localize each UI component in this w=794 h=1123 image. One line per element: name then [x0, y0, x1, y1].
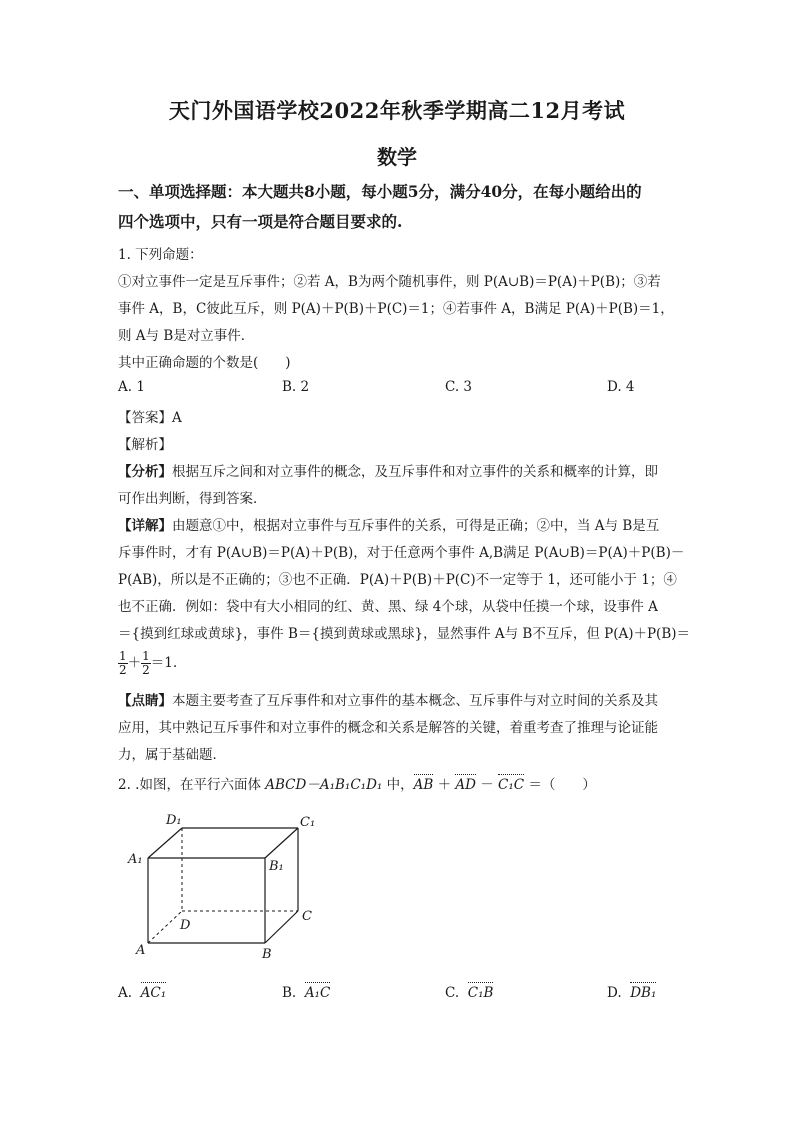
parallelepiped-figure	[120, 808, 330, 963]
q2-option-c: C. C₁B	[445, 985, 494, 1001]
q1-line2: 事件 A，B，C彼此互斥，则 P(A)＋P(B)＋P(C)＝1；④若事件 A，B满足 P(A)＋P(B)＝1，	[118, 301, 674, 317]
q1-xiangjie-line1: 【详解】由题意①中，根据对立事件与互斥事件的关系，可得是正确；②中，当 A与 B是互	[118, 518, 660, 534]
q1-ask: 其中正确命题的个数是( )	[118, 355, 291, 371]
exam-title: 天门外国语学校2022年秋季学期高二12月考试	[168, 98, 626, 123]
q1-option-b: B. 2	[282, 379, 310, 395]
q1-answer: 【答案】A	[118, 410, 182, 426]
q1-fenxi-line2: 可作出判断，得到答案．	[118, 491, 267, 507]
q1-dianjing-line2: 应用，其中熟记互斥事件和对立事件的概念和关系是解答的关键，着重考查了推理与论证能	[118, 720, 658, 736]
q1-line1: ①对立事件一定是互斥事件；②若 A，B为两个随机事件，则 P(A∪B)＝P(A)＋P(B)；③若	[118, 274, 661, 290]
vector-c1c: C₁C	[498, 777, 525, 793]
q1-xiangjie-line3: P(AB)，所以是不正确的；③也不正确．P(A)＋P(B)＋P(C)不一定等于 1，还可能小于 1；④	[118, 572, 677, 588]
q1-xiangjie-line5: ＝{摸到红球或黄球}，事件 B＝{摸到黄球或黑球}，显然事件 A与 B不互斥，但 P(A)＋P(B)＝	[118, 626, 691, 642]
q2-option-a: A. AC₁	[118, 985, 167, 1001]
label-c: C	[302, 909, 312, 924]
edge-b1c1	[265, 828, 298, 858]
edge-a1d1	[148, 828, 182, 858]
q1-stem: 1. 下列命题：	[118, 247, 203, 263]
label-a: A	[136, 943, 146, 958]
xiangjie-tag: 【详解】	[118, 518, 172, 534]
edge-ad-hidden	[148, 911, 182, 943]
q1-xiangjie-line2: 斥事件时，才有 P(A∪B)＝P(A)＋P(B)，对于任意两个事件 A,B满足 P(A∪B)＝P(A)＋P(B)－	[118, 545, 685, 561]
section-heading-line1: 一、单项选择题：本大题共8小题，每小题5分，满分40分，在每小题给出的	[118, 182, 642, 201]
q2-option-d: D. DB₁	[607, 985, 657, 1001]
q2-option-b: B. A₁C	[282, 985, 331, 1001]
label-b: B	[262, 947, 272, 962]
label-a1: A₁	[128, 852, 143, 867]
q1-option-c: C. 3	[445, 379, 473, 395]
vector-ad: AD	[455, 777, 476, 793]
fraction-half-2: $\frac{1}{2}$	[142, 649, 150, 677]
q1-analysis-label: 【解析】	[118, 437, 172, 453]
label-b1: B₁	[269, 859, 284, 874]
fraction-half-1: $\frac{1}{2}$	[119, 649, 127, 677]
vector-ab: AB	[413, 777, 434, 793]
q1-dianjing-line1: 【点睛】本题主要考查了互斥事件和对立事件的基本概念、互斥事件与对立时间的关系及其	[118, 693, 658, 709]
q1-line3: 则 A与 B是对立事件．	[118, 328, 255, 344]
q1-xiangjie-fraction-line: $\frac{1}{2}$ ＋ $\frac{1}{2}$ ＝1.	[119, 649, 178, 677]
q1-option-a: A. 1	[118, 379, 145, 395]
label-d1: D₁	[166, 813, 182, 828]
q1-fenxi-line1: 【分析】根据互斥之间和对立事件的概念，及互斥事件和对立事件的关系和概率的计算，即	[118, 464, 658, 480]
subject-title: 数学	[377, 145, 417, 169]
q1-dianjing-line3: 力，属于基础题．	[118, 747, 226, 763]
label-d: D	[180, 918, 191, 933]
dianjing-tag: 【点睛】	[118, 693, 172, 709]
q2-stem: 2. .如图，在平行六面体 ABCD－A₁B₁C₁D₁ 中，AB ＋ AD － C₁C ＝（ ）	[118, 777, 596, 793]
q1-option-d: D. 4	[607, 379, 635, 395]
section-heading-line2: 四个选项中，只有一项是符合题目要求的.	[118, 212, 403, 231]
fenxi-tag: 【分析】	[118, 464, 172, 480]
label-c1: C₁	[300, 815, 316, 830]
edge-bc	[265, 911, 298, 943]
q1-xiangjie-line4: 也不正确．例如：袋中有大小相同的红、黄、黑、绿 4个球，从袋中任摸一个球，设事件 A	[118, 599, 658, 615]
